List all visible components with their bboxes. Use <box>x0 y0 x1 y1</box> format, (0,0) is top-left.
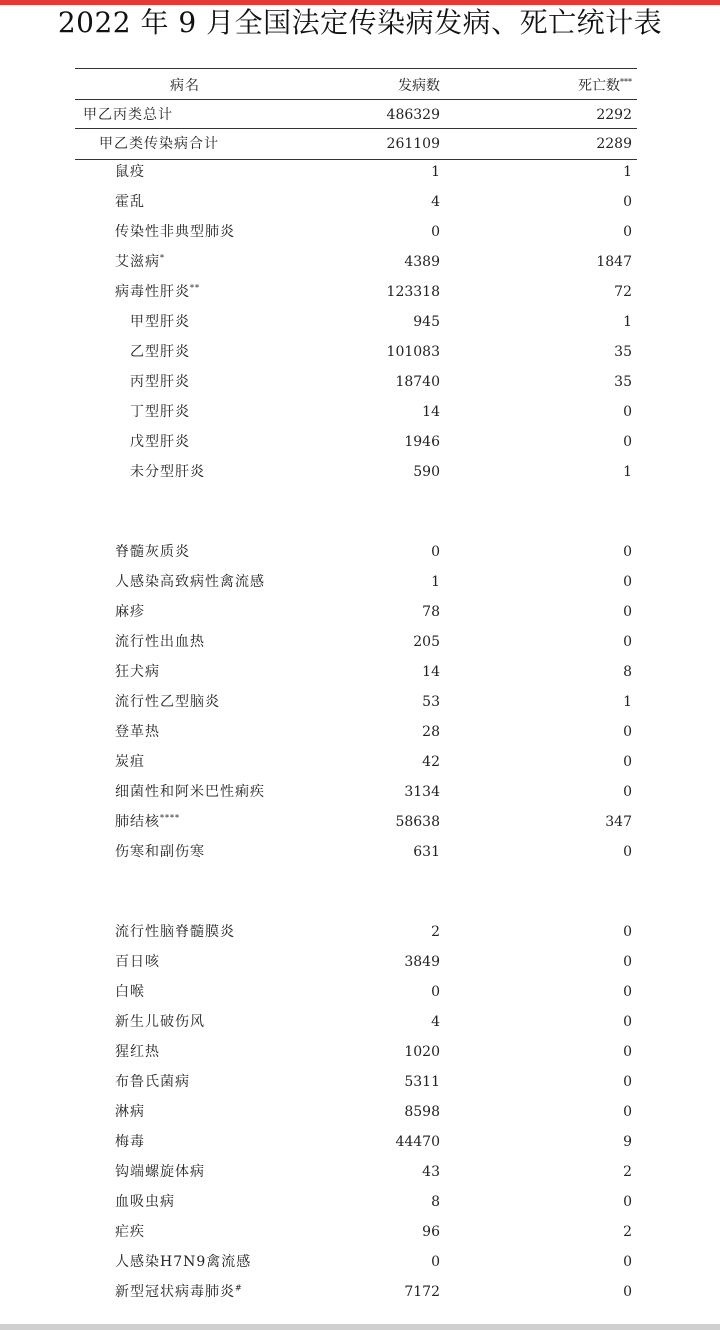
table-row <box>75 307 637 337</box>
row-cases: 1020 <box>404 1044 440 1060</box>
row-cases: 43 <box>422 1164 440 1180</box>
row-cases: 0 <box>431 544 440 560</box>
row-name: 钩端螺旋体病 <box>115 1164 205 1180</box>
row-name: 未分型肝炎 <box>130 464 205 480</box>
table-header <box>75 71 637 101</box>
table-row <box>75 157 637 187</box>
table-row <box>75 1277 637 1307</box>
row-name: 甲乙类传染病合计 <box>99 136 219 152</box>
row-deaths: 0 <box>623 224 632 240</box>
row-deaths: 9 <box>623 1134 632 1150</box>
row-name: 人感染H7N9禽流感 <box>115 1254 252 1270</box>
table-row <box>75 717 637 747</box>
row-deaths: 2 <box>623 1164 632 1180</box>
row-deaths: 0 <box>623 954 632 970</box>
bottom-edge <box>0 1324 720 1330</box>
table-row <box>75 537 637 567</box>
row-deaths: 0 <box>623 604 632 620</box>
row-deaths: 2 <box>623 1224 632 1240</box>
row-cases: 2 <box>431 924 440 940</box>
table-row <box>75 597 637 627</box>
row-cases: 5311 <box>404 1074 440 1090</box>
row-cases: 123318 <box>386 284 440 300</box>
row-name: 流行性脑脊髓膜炎 <box>115 924 235 940</box>
row-deaths: 0 <box>623 984 632 1000</box>
row-cases: 58638 <box>395 814 440 830</box>
row-name: 梅毒 <box>115 1134 145 1150</box>
table-row <box>75 1037 637 1067</box>
row-name: 新生儿破伤风 <box>115 1014 205 1030</box>
table-row <box>75 1127 637 1157</box>
row-cases: 0 <box>431 984 440 1000</box>
table-row <box>75 217 637 247</box>
row-name: 戊型肝炎 <box>130 434 190 450</box>
row-name: 鼠疫 <box>115 164 145 180</box>
row-deaths: 0 <box>623 1254 632 1270</box>
header-name: 病名 <box>170 78 200 94</box>
table-row <box>75 777 637 807</box>
row-deaths: 0 <box>623 634 632 650</box>
row-deaths: 2289 <box>596 136 632 152</box>
row-deaths: 0 <box>623 1194 632 1210</box>
row-name: 血吸虫病 <box>115 1194 175 1210</box>
row-cases: 3849 <box>404 954 440 970</box>
table-row <box>75 457 637 487</box>
row-cases: 14 <box>422 664 440 680</box>
row-deaths: 0 <box>623 434 632 450</box>
row-name: 传染性非典型肺炎 <box>115 224 235 240</box>
header-deaths-mark: *** <box>620 77 632 87</box>
row-deaths: 0 <box>623 1104 632 1120</box>
table-row <box>75 1247 637 1277</box>
table-row <box>75 1187 637 1217</box>
header-cases: 发病数 <box>398 78 440 94</box>
row-deaths: 0 <box>623 574 632 590</box>
row-cases: 631 <box>413 844 440 860</box>
table-row <box>75 1157 637 1187</box>
row-name: 伤寒和副伤寒 <box>115 844 205 860</box>
row-name: 新型冠状病毒肺炎# <box>115 1283 243 1300</box>
row-name: 白喉 <box>115 984 145 1000</box>
row-deaths: 0 <box>623 1044 632 1060</box>
row-deaths: 1 <box>623 694 632 710</box>
row-deaths: 0 <box>623 1284 632 1300</box>
row-cases: 945 <box>413 314 440 330</box>
row-name: 甲型肝炎 <box>130 314 190 330</box>
table-row <box>75 947 637 977</box>
row-cases: 4 <box>431 194 440 210</box>
row-deaths: 0 <box>623 844 632 860</box>
row-deaths: 1 <box>623 164 632 180</box>
table-row <box>75 1007 637 1037</box>
row-cases: 42 <box>422 754 440 770</box>
row-deaths: 1847 <box>596 254 632 270</box>
row-deaths: 0 <box>623 1014 632 1030</box>
table-row <box>75 129 637 159</box>
row-cases: 18740 <box>395 374 440 390</box>
row-cases: 7172 <box>404 1284 440 1300</box>
row-name: 猩红热 <box>115 1044 160 1060</box>
row-name: 流行性乙型脑炎 <box>115 694 220 710</box>
row-deaths: 35 <box>614 344 632 360</box>
row-deaths: 0 <box>623 724 632 740</box>
row-cases: 1 <box>431 164 440 180</box>
page-title: 2022 年 9 月全国法定传染病发病、死亡统计表 <box>57 6 663 39</box>
row-cases: 14 <box>422 404 440 420</box>
row-cases: 205 <box>413 634 440 650</box>
row-deaths: 0 <box>623 404 632 420</box>
row-deaths: 2292 <box>596 107 632 123</box>
row-name: 脊髓灰质炎 <box>115 544 190 560</box>
row-deaths: 72 <box>614 284 632 300</box>
row-name: 肺结核**** <box>115 813 180 830</box>
row-name: 霍乱 <box>115 194 145 210</box>
row-deaths: 8 <box>623 664 632 680</box>
table-row <box>75 1067 637 1097</box>
table-row <box>75 807 637 837</box>
row-name: 疟疾 <box>115 1224 145 1240</box>
row-name: 人感染高致病性禽流感 <box>115 574 265 590</box>
header-deaths: 死亡数*** <box>578 77 632 94</box>
table-row <box>75 367 637 397</box>
row-cases: 0 <box>431 224 440 240</box>
row-cases: 101083 <box>386 344 440 360</box>
row-deaths: 0 <box>623 1074 632 1090</box>
row-name: 淋病 <box>115 1104 145 1120</box>
row-name: 狂犬病 <box>115 664 160 680</box>
row-deaths: 1 <box>623 314 632 330</box>
row-name: 布鲁氏菌病 <box>115 1074 190 1090</box>
row-cases: 78 <box>422 604 440 620</box>
row-name: 百日咳 <box>115 954 160 970</box>
row-name: 乙型肝炎 <box>130 344 190 360</box>
row-cases: 8598 <box>404 1104 440 1120</box>
table-row <box>75 187 637 217</box>
row-cases: 4389 <box>404 254 440 270</box>
table-row <box>75 337 637 367</box>
row-name: 病毒性肝炎** <box>115 283 200 300</box>
table-row <box>75 397 637 427</box>
row-name: 丁型肝炎 <box>130 404 190 420</box>
row-deaths: 0 <box>623 754 632 770</box>
row-deaths: 0 <box>623 544 632 560</box>
row-cases: 1 <box>431 574 440 590</box>
row-name: 甲乙丙类总计 <box>83 107 173 123</box>
row-cases: 4 <box>431 1014 440 1030</box>
table-row <box>75 567 637 597</box>
table-row <box>75 277 637 307</box>
table-row <box>75 687 637 717</box>
table-row <box>75 917 637 947</box>
row-deaths: 0 <box>623 194 632 210</box>
table-row <box>75 1217 637 1247</box>
table-row <box>75 747 637 777</box>
row-cases: 28 <box>422 724 440 740</box>
row-cases: 53 <box>422 694 440 710</box>
row-name: 细菌性和阿米巴性痢疾 <box>115 784 265 800</box>
row-cases: 96 <box>422 1224 440 1240</box>
row-cases: 261109 <box>386 136 440 152</box>
row-name: 麻疹 <box>115 604 145 620</box>
row-name: 炭疽 <box>115 754 145 770</box>
row-cases: 44470 <box>395 1134 440 1150</box>
row-deaths: 0 <box>623 924 632 940</box>
table-top-rule <box>75 68 637 69</box>
row-deaths: 1 <box>623 464 632 480</box>
row-deaths: 35 <box>614 374 632 390</box>
table-row <box>75 627 637 657</box>
row-cases: 3134 <box>404 784 440 800</box>
row-cases: 590 <box>413 464 440 480</box>
row-cases: 486329 <box>386 107 440 123</box>
table-row <box>75 100 637 130</box>
row-deaths: 347 <box>605 814 632 830</box>
row-name: 登革热 <box>115 724 160 740</box>
row-cases: 0 <box>431 1254 440 1270</box>
table-row <box>75 837 637 867</box>
table-row <box>75 1097 637 1127</box>
row-name: 流行性出血热 <box>115 634 205 650</box>
row-name: 丙型肝炎 <box>130 374 190 390</box>
row-cases: 1946 <box>404 434 440 450</box>
table-row <box>75 247 637 277</box>
table-row <box>75 657 637 687</box>
row-cases: 8 <box>431 1194 440 1210</box>
row-deaths: 0 <box>623 784 632 800</box>
table-row <box>75 427 637 457</box>
table-row <box>75 977 637 1007</box>
row-name: 艾滋病* <box>115 253 165 270</box>
